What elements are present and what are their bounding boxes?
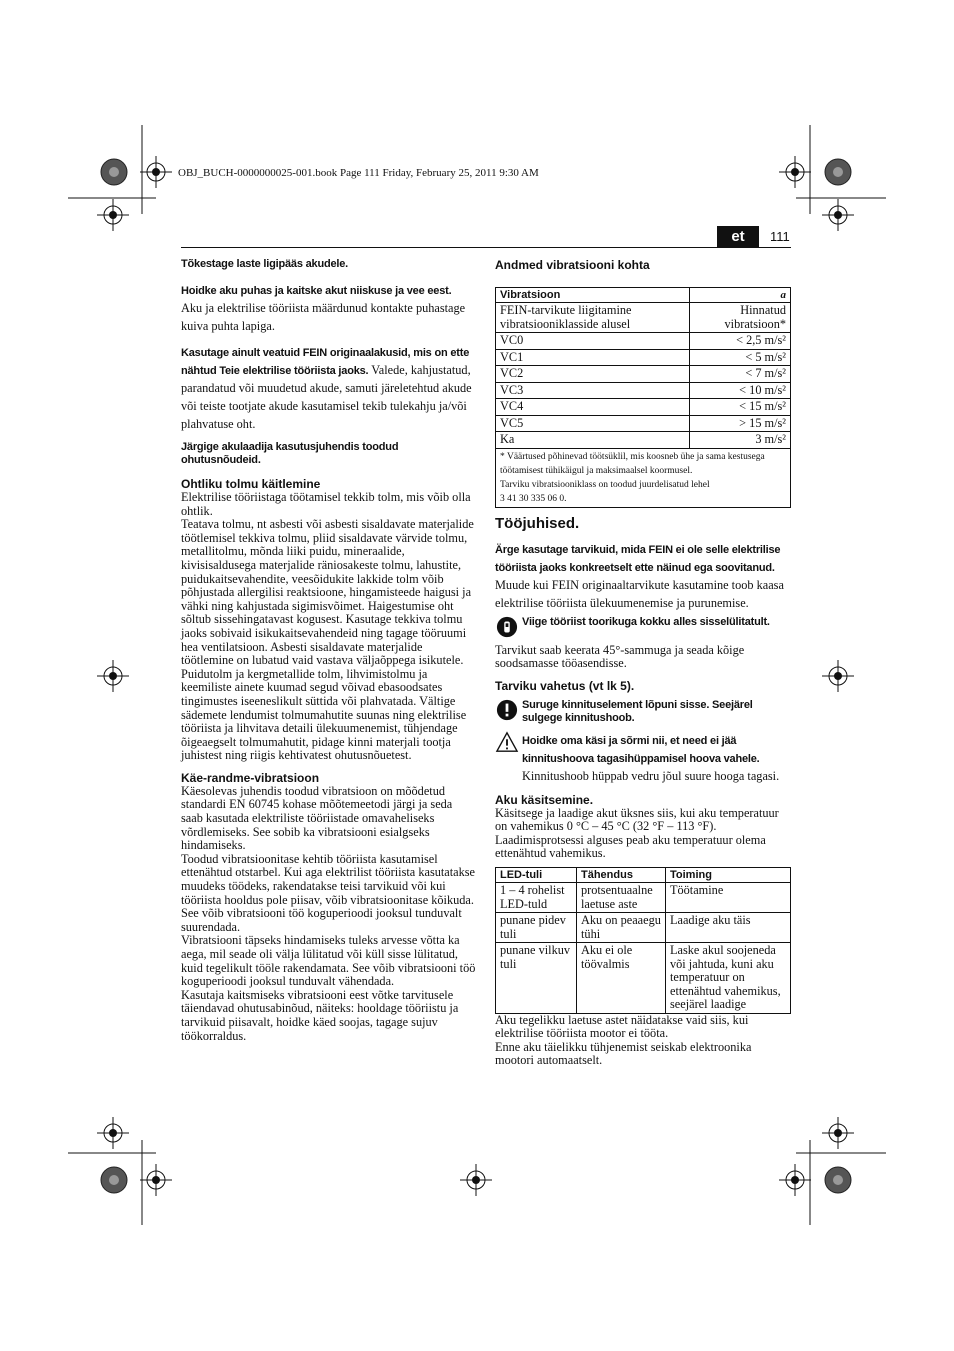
safety-note-original	[181, 343, 476, 433]
table-note	[496, 448, 791, 507]
attention-icon	[495, 699, 519, 721]
heading-tool-change: Tarviku vahetus (vt lk 5).	[495, 678, 635, 693]
table-row	[496, 415, 791, 432]
table-cell: < 7 m/s²	[690, 366, 791, 383]
heading-vibration: Käe-randme-vibratsioon	[181, 770, 320, 785]
safety-bold: Hoidke aku puhas ja kaitske akut niiskuse ja vee eest.	[181, 285, 452, 297]
dust-paragraph: Elektrilise tööriistaga töötamisel tekkib tolm, mis võib olla ohtlik.	[181, 490, 471, 518]
table-row	[496, 349, 791, 366]
print-header: OBJ_BUCH-0000000025-001.book Page 111 Friday, February 25, 2011 9:30 AM	[178, 167, 539, 179]
table-header-row	[496, 868, 791, 883]
table-cell: Hinnatud vibratsioon*	[690, 303, 791, 333]
table-cell: > 15 m/s²	[690, 415, 791, 432]
right-column	[495, 258, 791, 1068]
left-column	[181, 258, 476, 1043]
work-bold: Ärge kasutage tarvikuid, mida FEIN ei ole selle elektrilise tööriista jaoks konkreetselt ette näinud ega soovitanud.	[495, 543, 781, 574]
table-cell: VC5	[496, 415, 690, 432]
battery-text: Aku tegelikku laetuse astet näidatakse vaid siis, kui elektrilise tööriista mootor ei tööta.	[495, 1012, 749, 1041]
instruction-text: Kinnitushoob hüppab vedru jõul suure hooga tagasi.	[522, 768, 780, 783]
table-header-cell: Tähendus	[577, 868, 666, 883]
table-cell: 1 – 4 rohelist LED-tuld	[496, 883, 577, 913]
dust-paragraph: Teatava tolmu, nt asbesti või asbesti sisaldavate materjalide töötlemisel tekkiva tolmu, pliid sisaldavate värvide tolmu, metallitolmu, mõnda liiki puidu, mineraalide, kivisisaldusega materjalide räniosakeste tolmu, lahustite, puidukaitsevahendite, veesõidukite lakkide tolm võib põhjustada allergilisi reaktsioone, hingamisteede haigusi ja vähki ning kahjustada sigimisvõimet. Haigestumise oht sõltub sissehingatavast kogusest. Kasutage tekkiva tolmu jaoks sobivaid isikukaitsevahendeid ning tagage tööruumi hea ventilatsioon. Asbesti sisaldavate materjalide töötlemine on lubatud vaid vastava väljaõppega isikutele.	[181, 517, 474, 668]
vibration-paragraph: Vibratsiooni täpseks hindamiseks tuleks arvesse võtta ka aega, mil seade oli välja lülitatud või küll sisse lülitatud, kuid tegelikult tööle rakendamata. See võib vibratsiooni töö koguperioodi jooksul tunduvalt vähendada.	[181, 933, 476, 989]
table-cell: FEIN-tarvikute liigitamine vibratsiooniklasside alusel	[496, 303, 690, 333]
note-line: 3 41 30 335 06 0.	[500, 493, 567, 504]
table-row	[496, 303, 791, 333]
table-cell: VC0	[496, 333, 690, 350]
dust-paragraph: Puidutolm ja kergmetallide tolm, lihvimistolmu ja keemiliste ainete kuumad segud võivad ebasoodsates tingimustes iseeneslikult süttida või plahvatada. Vältige sädemete lendumist tolmumahutite suunas ning elektrilise tööriista ja lihvitava detaili ülekuumenemist, tühjendage õigeaegselt tolmumahutit, pidage kinni materjali tootja juhistest ning riigis kehtivatest ohutusnõuetest.	[181, 666, 467, 763]
instruction-with-icon	[495, 616, 791, 638]
table-cell: Ka	[496, 432, 690, 449]
table-header-cell: a	[690, 288, 791, 303]
table-cell: < 2,5 m/s²	[690, 333, 791, 350]
page-number: 111	[770, 229, 790, 244]
safety-text: Valede, kahjustatud, parandatud või muudetud akude, samuti järeletehtud akude või teiste tootjate akude kasutamisel tekib tulekahju ja/või plahvatuse oht.	[181, 363, 472, 431]
instruction-bold: Suruge kinnituselement lõpuni sisse. Seejärel sulgege kinnitushoob.	[522, 698, 753, 724]
safety-note-charger: Järgige akulaadija kasutusjuhendis toodud ohutusnõudeid.	[181, 441, 399, 466]
table-cell: protsentuaalne laetuse aste	[577, 883, 666, 913]
table-cell: 3 m/s²	[690, 432, 791, 449]
table-row	[496, 943, 791, 1014]
table-header-cell: Toiming	[666, 868, 791, 883]
table-note-row	[496, 448, 791, 507]
table-cell: < 10 m/s²	[690, 382, 791, 399]
table-cell: VC1	[496, 349, 690, 366]
power-switch-icon	[495, 616, 519, 638]
instruction-with-icon	[495, 731, 791, 785]
table-cell: punane pidev tuli	[496, 913, 577, 943]
safety-text: Aku ja elektrilise tööriista määrdunud kontakte puhastage kuiva puhta lapiga.	[181, 301, 466, 333]
battery-text: Laadimisprotsessi alguses peab aku temperatuur olema ettenähtud vahemikus.	[495, 832, 766, 861]
led-table	[495, 867, 791, 1014]
table-header-row	[496, 288, 791, 303]
table-header-cell: LED-tuli	[496, 868, 577, 883]
table-cell: punane vilkuv tuli	[496, 943, 577, 1014]
instruction-with-icon	[495, 699, 791, 725]
table-cell: < 15 m/s²	[690, 399, 791, 416]
safety-note-clean	[181, 281, 476, 335]
table-row	[496, 883, 791, 913]
table-cell: Laske akul soojeneda või jahtuda, kuni aku temperatuur on ettenähtud vahemikus, seejärel laadige	[666, 943, 791, 1014]
table-cell: Aku ei ole töövalmis	[577, 943, 666, 1014]
vibration-paragraph: Kasutaja kaitsmiseks vibratsiooni eest võtke tarvitusele täiendavad ohutusabinõud, näiteks: hooldage tööriistu ja tarvikuid piisavalt, hoidke käed soojas, tagage sujuv töökorraldus.	[181, 987, 459, 1043]
vibration-paragraph: Käesolevas juhendis toodud vibratsioon on mõõdetud standardi EN 60745 kohase mõõtemeetodi järgi ja seda saab kasutada elektriliste tööriistade omavaheliseks võrdlemiseks. See sobib ka vibratsiooni esialgseks hindamiseks.	[181, 783, 453, 853]
safety-note-children: Tõkestage laste ligipääs akudele.	[181, 258, 349, 270]
note-line: Tarviku vibratsiooniklass on toodud juurdelisatud lehel	[500, 479, 710, 490]
table-row	[496, 913, 791, 943]
table-cell: VC3	[496, 382, 690, 399]
table-cell: VC2	[496, 366, 690, 383]
header-rule	[181, 247, 791, 248]
note-line: * Väärtused põhinevad töötsüklil, mis koosneb ühe ja sama kestusega töötamisest tühikäigul ja maksimaalsel koormusel.	[500, 451, 765, 476]
battery-text: Käsitsege ja laadige akut üksnes siis, kui aku temperatuur on vahemikus 0 °C – 45 °C (32 °F – 113 °F).	[495, 805, 779, 834]
instruction-bold: Viige tööriist toorikuga kokku alles sisselülitatult.	[522, 615, 770, 628]
heading-dust: Ohtliku tolmu käitlemine	[181, 477, 321, 491]
table-row	[496, 382, 791, 399]
safety-bold: Kasutage ainult veatuid FEIN originaalakusid, mis on ette nähtud Teie elektrilise tööriista jaoks.	[181, 347, 470, 377]
table-cell: Töötamine	[666, 883, 791, 913]
instruction-bold: Hoidke oma käsi ja sõrmi nii, et need ei jää kinnitushoova tagasihüppamisel hoova vahele.	[522, 734, 760, 765]
table-row	[496, 432, 791, 449]
heading-work-instructions: Tööjuhised.	[495, 514, 580, 532]
table-cell: Laadige aku täis	[666, 913, 791, 943]
table-row	[496, 366, 791, 383]
warning-triangle-icon	[495, 731, 519, 753]
table-header-cell: Vibratsioon	[496, 288, 690, 303]
table-row	[496, 399, 791, 416]
work-note	[495, 540, 791, 612]
table-cell: VC4	[496, 399, 690, 416]
table-cell: < 5 m/s²	[690, 349, 791, 366]
battery-text: Enne aku täielikku tühjenemist seiskab elektroonika mootori automaatselt.	[495, 1039, 752, 1068]
table-cell: Aku on peaaegu tühi	[577, 913, 666, 943]
vibration-paragraph: Toodud vibratsioonitase kehtib tööriista kasutamisel ettenähtud otstarbel. Kui aga elektrilist tööriista kasutatakse muudeks töödeks, rakendatakse teisi tarvikuid või kui tööriista hooldus pole piisav, võib vibratsioonitase kõikuda. See võib vibratsiooni töö koguperioodi jooksul tunduvalt suurendada.	[181, 851, 476, 934]
vibration-table	[495, 287, 791, 508]
work-text: Muude kui FEIN originaaltarvikute kasutamine toob kaasa elektrilise tööriista ülekuumenemise ja purunemise.	[495, 577, 784, 610]
warning-content	[522, 731, 791, 785]
heading-battery: Aku käsitsemine.	[495, 792, 594, 807]
table-row	[496, 333, 791, 350]
language-badge: et	[717, 226, 759, 248]
heading-vibration-data: Andmed vibratsiooni kohta	[495, 258, 650, 272]
work-text: Tarvikut saab keerata 45°-sammuga ja seada kõige soodsamasse tööasendisse.	[495, 642, 745, 671]
